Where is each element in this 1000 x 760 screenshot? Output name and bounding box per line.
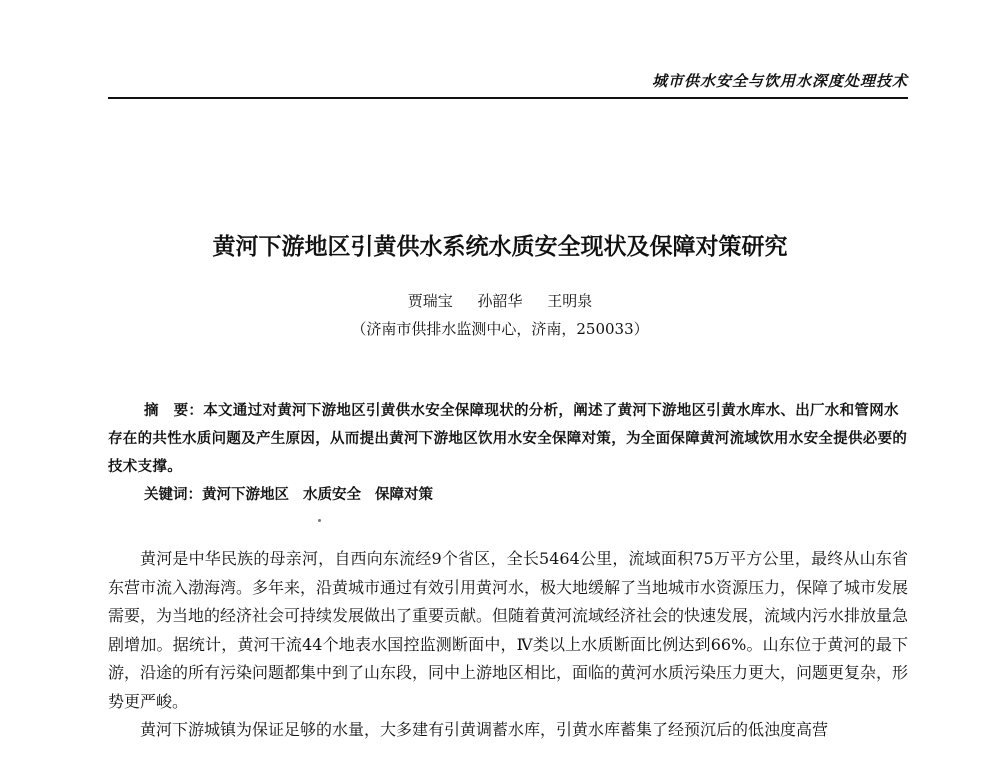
abstract-label: 摘 要： [144,402,204,419]
paper-title: 黄河下游地区引黄供水系统水质安全现状及保障对策研究 [212,234,788,260]
abstract-text: 本文通过对黄河下游地区引黄供水安全保障现状的分析，阐述了黄河下游地区引黄水库水、出厂水和管网水存在的共性水质问题及产生原因，从而提出黄河下游地区饮用水安全保障对策，为全面保障黄河流域饮用水安全提供必要的技术支撑。 [108,402,908,475]
abstract [108,397,908,481]
running-header: 城市供水安全与饮用水深度处理技术 [651,72,908,90]
affiliation: （济南市供排水监测中心，济南，250033） [351,320,649,338]
keywords-label: 关键词： [144,486,202,503]
body-text [108,545,908,745]
author-name: 孙韶华 [477,292,523,310]
header-rule [108,97,908,99]
author-name: 贾瑞宝 [407,292,453,310]
author-name: 王明泉 [547,292,593,310]
scan-speck [318,519,321,522]
keyword: 黄河下游地区 [202,486,289,503]
keyword: 保障对策 [375,486,433,503]
keywords [144,483,447,504]
author-list [0,290,1000,311]
body-paragraph: 黄河下游城镇为保证足够的水量，大多建有引黄调蓄水库，引黄水库蓄集了经预沉后的低浊度高营 [140,720,829,739]
body-paragraph: 黄河是中华民族的母亲河，自西向东流经9个省区，全长5464公里，流域面积75万平方公里，最终从山东省东营市流入渤海湾。多年来，沿黄城市通过有效引用黄河水，极大地缓解了当地城市水资源压力，保障了城市发展需要，为当地的经济社会可持续发展做出了重要贡献。但随着黄河流域经济社会的快速发展，流域内污水排放量急剧增加。据统计，黄河干流44个地表水国控监测断面中，Ⅳ类以上水质断面比例达到66%。山东位于黄河的最下游，沿途的所有污染问题都集中到了山东段，同中上游地区相比，面临的黄河水质污染压力更大，问题更复杂，形势更严峻。 [108,549,909,711]
keyword: 水质安全 [303,486,361,503]
